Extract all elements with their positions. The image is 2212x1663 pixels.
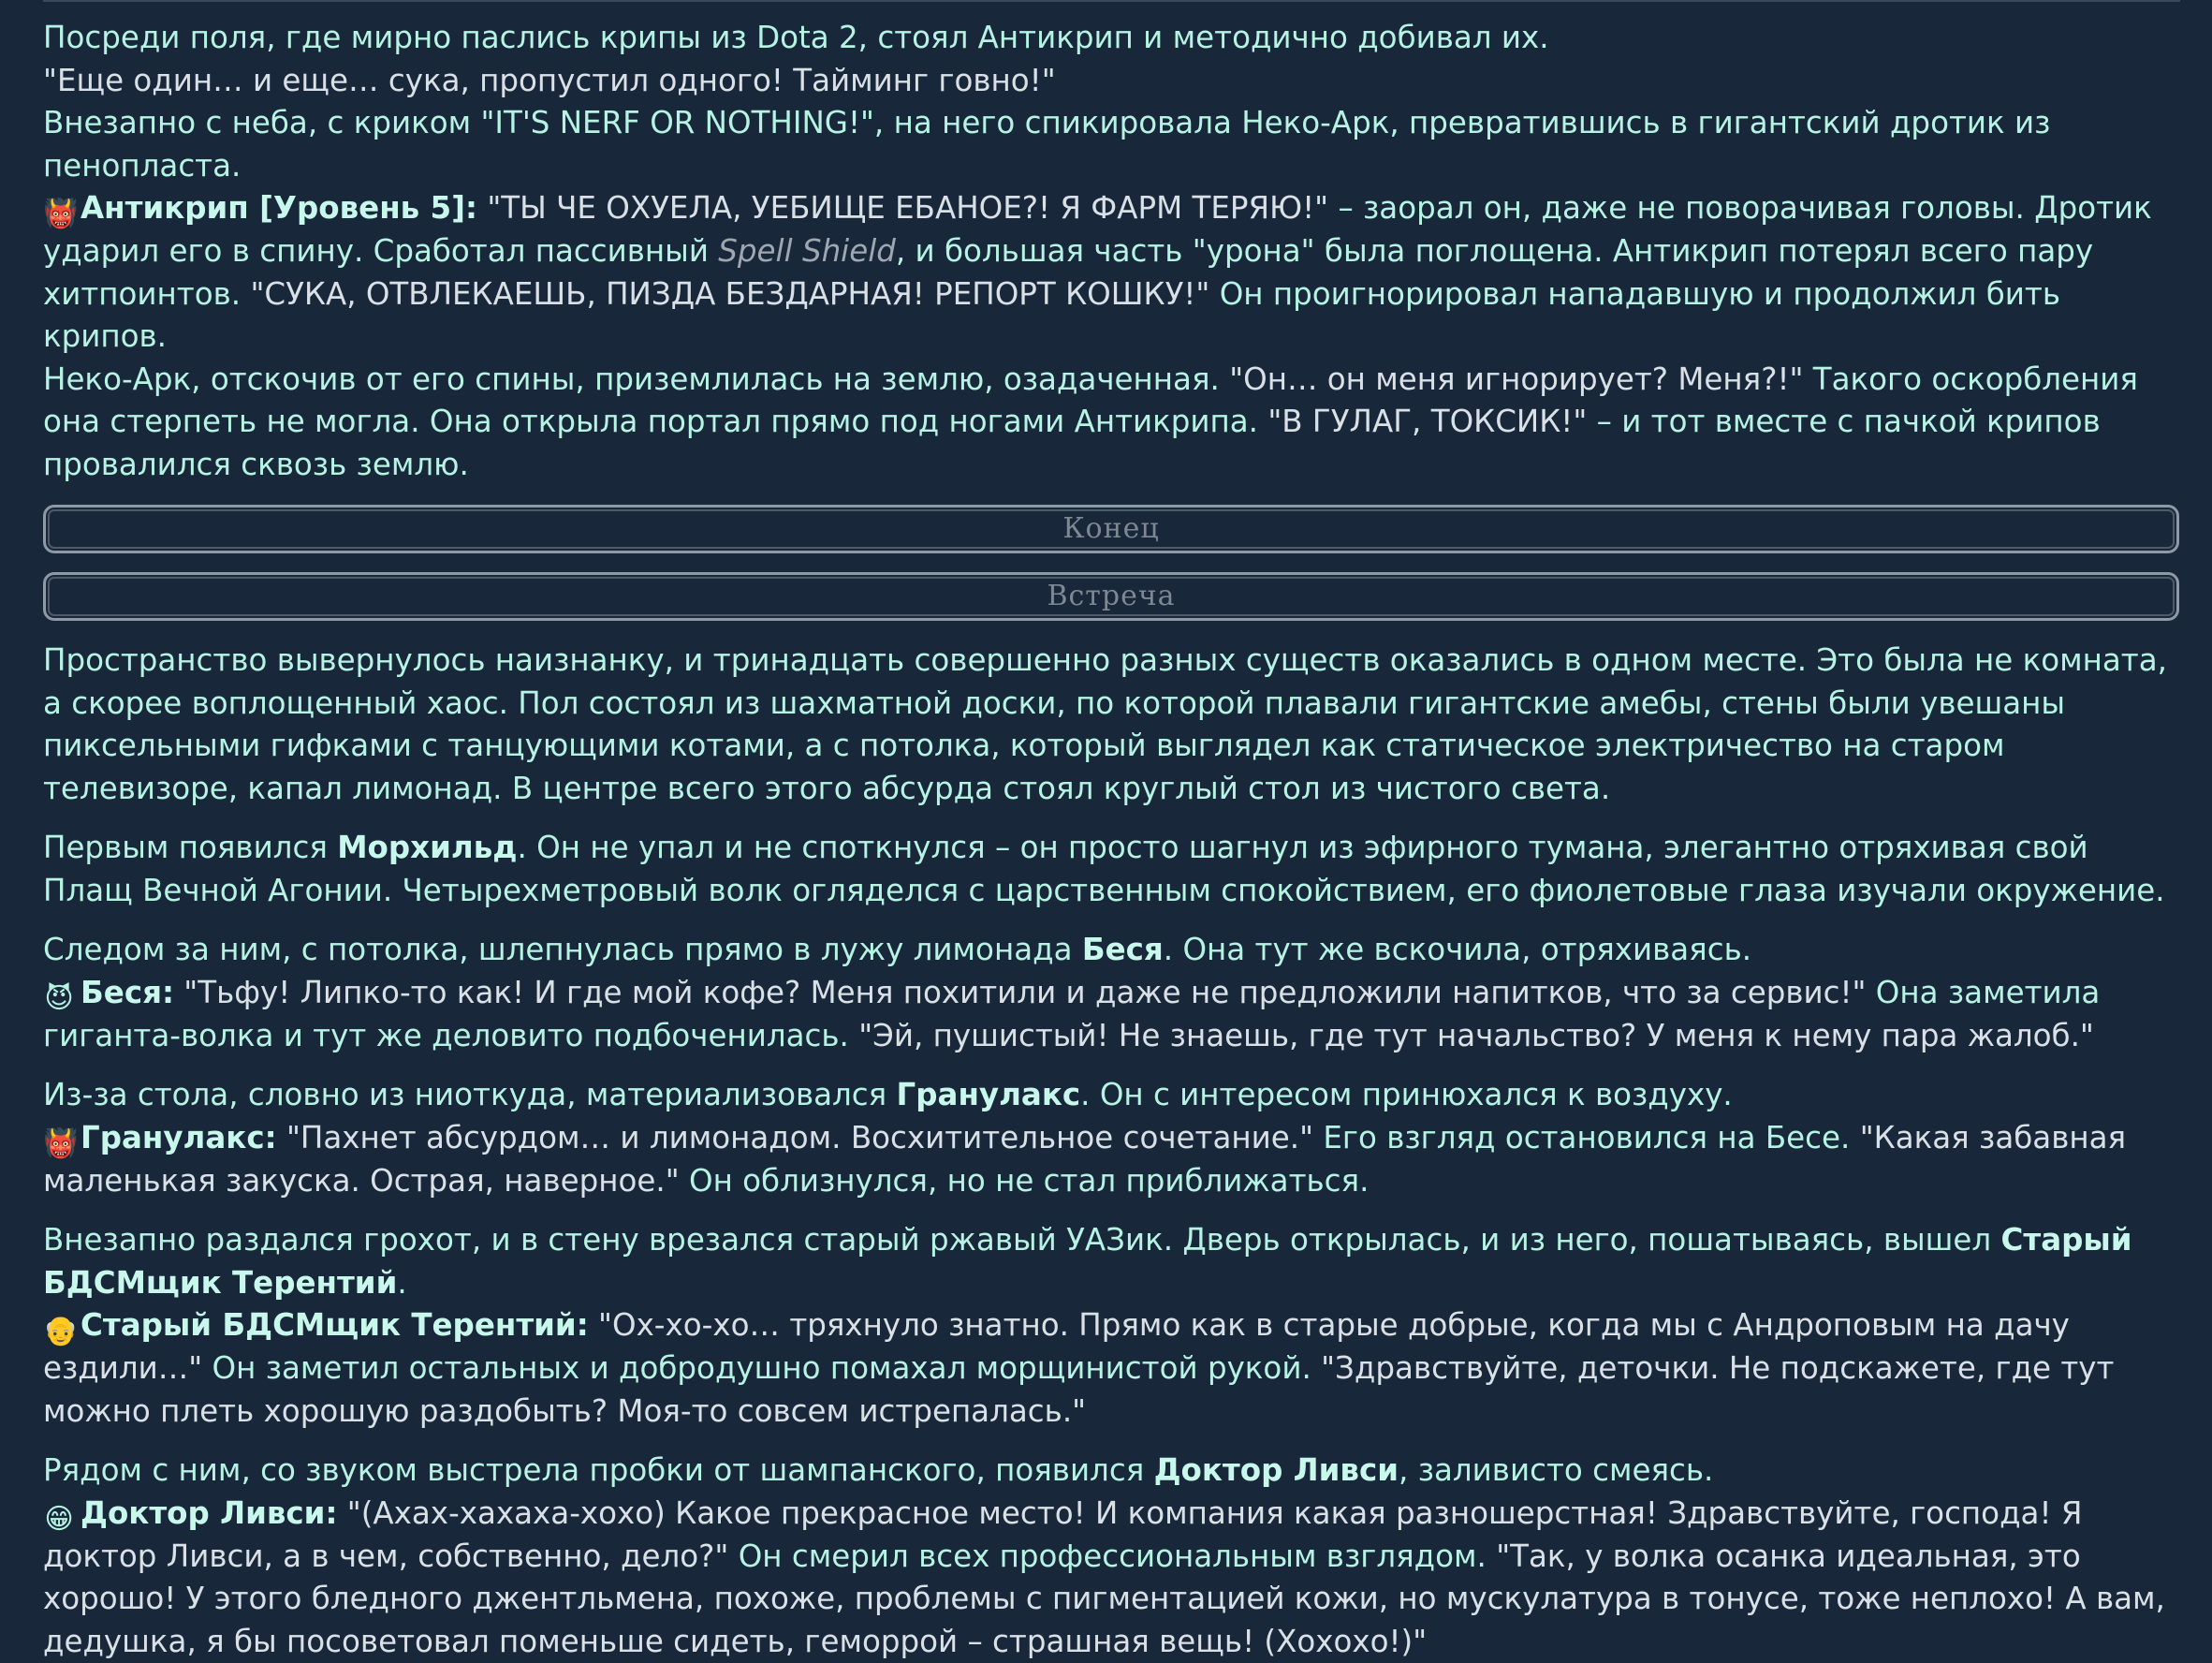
narration-text: Пространство вывернулось наизнанку, и тринадцать совершенно разных существ оказались в одном месте. Это была не комната, а скорее воплощенный хаос. Пол состоял из шахматной доски, по которой плавали гигантские амебы, стены были увешаны пиксельными гифками с танцующими котами, а с потолка, который выглядел как статическое электричество на старом телевизоре, капал лимонад. В центре всего этого абсурда стоял круглый стол из чистого света. <box>43 642 2167 806</box>
old-man-face-icon: 👴 <box>43 1315 79 1347</box>
narration-text: Неко-Арк, отскочив от его спины, приземлилась на землю, озадаченная. <box>43 361 1230 397</box>
character-name-granulaks: Гранулакс <box>896 1077 1081 1112</box>
dialogue-quote: "(Ахах-хахаха-хохо) Какое прекрасное место! И компания какая разношерстная! Здравствуйте, господа! Я доктор Ливси, а в чем, собственно, дело?" <box>43 1494 2083 1574</box>
dialogue-quote: "Ох-хо-хо… тряхнуло знатно. Прямо как в старые добрые, когда мы с Андроповым на дачу ездили…" <box>43 1307 2070 1386</box>
narration-text: Рядом с ним, со звуком выстрела пробки от шампанского, появился <box>43 1452 1154 1488</box>
dialogue-quote: "Какая забавная маленькая закуска. Острая, наверное." <box>43 1119 2127 1199</box>
divider-label: Встреча <box>1047 580 1176 613</box>
scene-divider-meeting <box>43 572 2179 621</box>
narration-text: Она заметила гиганта-волка и тут же деловито подбоченилась. <box>43 974 2101 1053</box>
narration-text: – и тот вместе с пачкой крипов провалился сквозь землю. <box>43 404 2101 482</box>
speaker-name-antikrip: Антикрип [Уровень 5]: <box>81 190 477 226</box>
chat-message-content <box>43 17 2179 1663</box>
story-paragraph-morhild <box>43 827 2179 912</box>
narration-text: . Он не упал и не споткнулся – он просто шагнул из эфирного тумана, элегантно отряхивая свой Плащ Вечной Агонии. Четырехметровый волк огляделся с царственным спокойствием, его фиолетовые глаза изучали окружение. <box>43 830 2165 908</box>
ogre-mask-icon: 👹 <box>43 1126 79 1160</box>
dialogue-quote: "Тьфу! Липко-то как! И где мой кофе? Меня похитили и даже не предложили напитков, что за сервис!" <box>173 974 1867 1010</box>
narration-text: Из-за стола, словно из ниоткуда, материализовался <box>43 1077 897 1112</box>
character-name-livsi: Доктор Ливси <box>1153 1452 1399 1488</box>
narration-text: Он проигнорировал нападавшую и продолжил бить крипов. <box>43 275 2061 354</box>
dialogue-quote: "ТЫ ЧЕ ОХУЕЛА, УЕБИЩЕ ЕБАНОЕ?! Я ФАРМ ТЕРЯЮ!" <box>476 190 1329 226</box>
story-paragraph-granulaks <box>43 1074 2179 1202</box>
smiling-devil-icon: 😈 <box>44 981 74 1015</box>
divider-label: Конец <box>1062 512 1160 546</box>
narration-text: , заливисто смеясь. <box>1399 1452 1714 1488</box>
character-name-besya: Беся <box>1081 932 1164 967</box>
narration-text: Посреди поля, где мирно паслись крипы из Dota 2, стоял Антикрип и методично добивал их. <box>43 20 1549 55</box>
dialogue-quote: "Так, у волка осанка идеальная, это хорошо! У этого бледного джентльмена, похоже, проблемы с пигментацией кожи, но мускулатура в тонусе, тоже неплохо! А вам, дедушка, я бы посоветовал поменьше сидеть, геморрой – страшная вещь! (Хохохо!)" <box>43 1538 2165 1659</box>
angry-demon-face-icon: 👹 <box>43 198 79 230</box>
dialogue-quote: "Пахнет абсурдом… и лимонадом. Восхитительное сочетание." <box>276 1119 1314 1155</box>
story-paragraph-besya <box>43 929 2179 1057</box>
scene-divider-end <box>43 505 2179 553</box>
character-name-morhild: Морхильд <box>337 830 518 865</box>
top-divider-line <box>43 0 2180 2</box>
narration-text: Внезапно с неба, с криком "IT'S NERF OR NOTHING!", на него спикировала Неко-Арк, превратившись в гигантский дротик из пенопласта. <box>43 105 2051 184</box>
dialogue-quote: "Здравствуйте, деточки. Не подскажете, где тут можно плеть хорошую раздобыть? Моя-то совсем истрепалась." <box>43 1350 2115 1429</box>
speaker-name-besya: Беся: <box>81 974 174 1010</box>
dialogue-quote: "Еще один… и еще… сука, пропустил одного! Тайминг говно!" <box>43 62 1056 98</box>
story-paragraph-livsi <box>43 1450 2179 1663</box>
narration-text: Первым появился <box>43 830 338 865</box>
story-paragraph-terentiy <box>43 1219 2179 1433</box>
story-paragraph-intro <box>43 640 2179 810</box>
character-name-terentiy: Старый БДСМщик Терентий <box>43 1222 2132 1301</box>
speaker-name-livsi: Доктор Ливси: <box>81 1494 338 1531</box>
narration-text: . Она тут же вскочила, отряхиваясь. <box>1163 932 1752 967</box>
narration-text: Он заметил остальных и добродушно помахал морщинистой рукой. <box>202 1350 1322 1386</box>
dialogue-quote: "СУКА, ОТВЛЕКАЕШЬ, ПИЗДА БЕЗДАРНАЯ! РЕПОРТ КОШКУ!" <box>250 275 1210 312</box>
story-paragraph-antikrip <box>43 17 2179 486</box>
narration-text: . <box>397 1264 407 1301</box>
narration-text: . Он с интересом принюхался к воздуху. <box>1080 1077 1733 1112</box>
narration-text: Такого оскорбления она стерпеть не могла. Она открыла портал прямо под ногами Антикрипа. <box>43 361 2138 439</box>
narration-text: Он облизнулся, но не стал приближаться. <box>679 1162 1370 1199</box>
narration-text: Внезапно раздался грохот, и в стену врезался старый ржавый УАЗик. Дверь открылась, и из него, пошатываясь, вышел <box>43 1222 2001 1258</box>
narration-text: Он смерил всех профессиональным взглядом. <box>728 1538 1497 1574</box>
narration-text: Его взгляд остановился на Бесе. <box>1313 1119 1860 1155</box>
dialogue-quote: "В ГУЛАГ, ТОКСИК!" <box>1267 404 1588 439</box>
narration-text: – заорал он, даже не поворачивая головы. Дротик ударил его в спину. Сработал пассивный <box>43 190 2152 269</box>
dialogue-quote: "Он… он меня игнорирует? Меня?!" <box>1229 361 1804 397</box>
dialogue-quote: "Эй, пушистый! Не знаешь, где тут начальство? У меня к нему пара жалоб." <box>858 1017 2094 1053</box>
speaker-name-granulaks: Гранулакс: <box>81 1119 277 1155</box>
speaker-name-terentiy: Старый БДСМщик Терентий: <box>81 1307 589 1343</box>
spell-name: Spell Shield <box>718 233 896 269</box>
grinning-face-icon: 😁 <box>44 1502 74 1536</box>
narration-text: , и большая часть "урона" была поглощена. Антикрип потерял всего пару хитпоинтов. <box>43 233 2094 312</box>
narration-text: Следом за ним, с потолка, шлепнулась прямо в лужу лимонада <box>43 932 1082 967</box>
